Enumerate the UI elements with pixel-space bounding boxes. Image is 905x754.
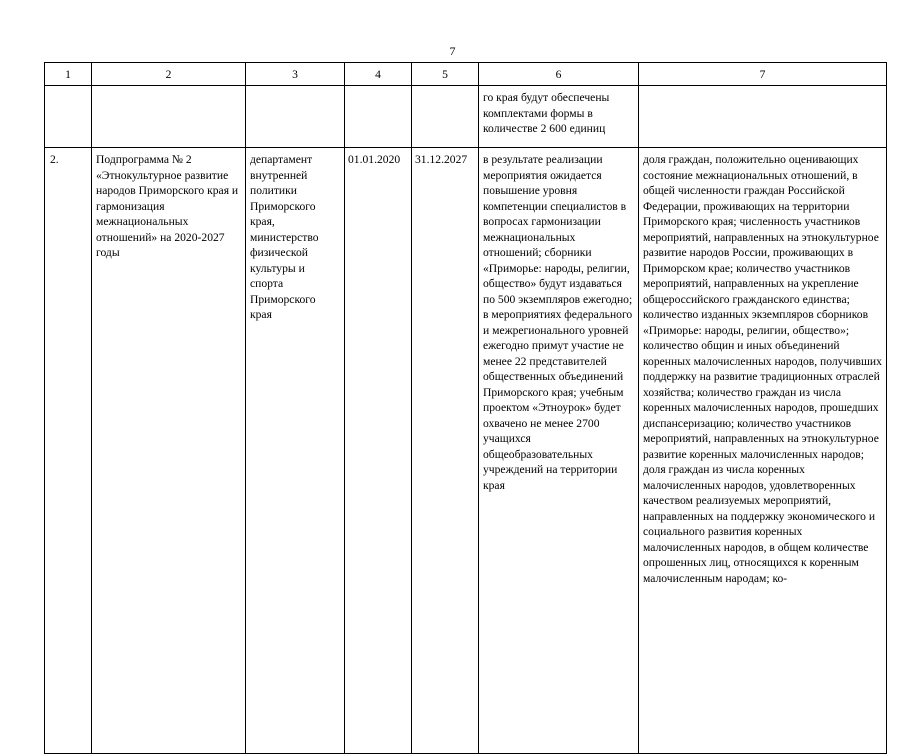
- column-header: 4: [345, 63, 412, 86]
- cell-start-date: 01.01.2020: [345, 148, 412, 754]
- cell-continued-result: го края будут обеспечены комплектами формы в количестве 2 600 единиц: [479, 86, 639, 148]
- cell-expected-result: в результате реализации мероприятия ожидается повышение уровня компетенции специалистов в вопросах гармонизации межнациональных отношений; сборники «Приморье: народы, религии, общество» будут издаваться по 500 экземпляров ежегодно; в мероприятиях федерального и межрегионального уровней ежегодно примут участие не менее 22 представителей общественных объединений Приморского края; учебным проектом «Этноурок» будет охвачено не менее 2700 учащихся общеобразовательных учреждений на территории края: [479, 148, 639, 754]
- program-table: [44, 62, 887, 754]
- header-row: [45, 63, 887, 86]
- column-header: 6: [479, 63, 639, 86]
- cell-empty: [345, 86, 412, 148]
- continuation-row: [45, 86, 887, 148]
- table-row: [45, 148, 887, 754]
- column-header: 5: [412, 63, 479, 86]
- page-number: 7: [449, 44, 456, 58]
- column-header: 3: [246, 63, 345, 86]
- cell-empty: [639, 86, 887, 148]
- cell-empty: [246, 86, 345, 148]
- cell-empty: [45, 86, 92, 148]
- cell-empty: [92, 86, 246, 148]
- cell-end-date: 31.12.2027: [412, 148, 479, 754]
- column-header: 7: [639, 63, 887, 86]
- cell-empty: [412, 86, 479, 148]
- cell-executor: департамент внутренней политики Приморского края, министерство физической культуры и спорта Приморского края: [246, 148, 345, 754]
- cell-indicators: доля граждан, положительно оценивающих состояние межнациональных отношений, в общей численности граждан Российской Федерации, проживающих на территории Приморского края; численность участников мероприятий, направленных на этнокультурное развитие народов России, проживающих в Приморском крае; количество участников мероприятий, направленных на укрепление общероссийского гражданского единства; количество изданных экземпляров сборников «Приморье: народы, религии, общество»; количество общин и иных объединений коренных малочисленных народов, получивших поддержку на развитие традиционных отраслей хозяйства; количество граждан из числа коренных малочисленных народов, прошедших диспансеризацию; количество участников мероприятий, направленных на этнокультурное развитие коренных малочисленных народов; доля граждан из числа коренных малочисленных народов, удовлетворенных качеством реализуемых мероприятий, направленных на поддержку экономического и социального развития коренных малочисленных народов, в общем количестве опрошенных лиц, относящихся к коренным малочисленным народам; ко-: [639, 148, 887, 754]
- cell-subprogram-name: Подпрограмма № 2 «Этнокультурное развитие народов Приморского края и гармонизация межнациональных отношений» на 2020-2027 годы: [92, 148, 246, 754]
- column-header: 1: [45, 63, 92, 86]
- cell-row-number: 2.: [45, 148, 92, 754]
- column-header: 2: [92, 63, 246, 86]
